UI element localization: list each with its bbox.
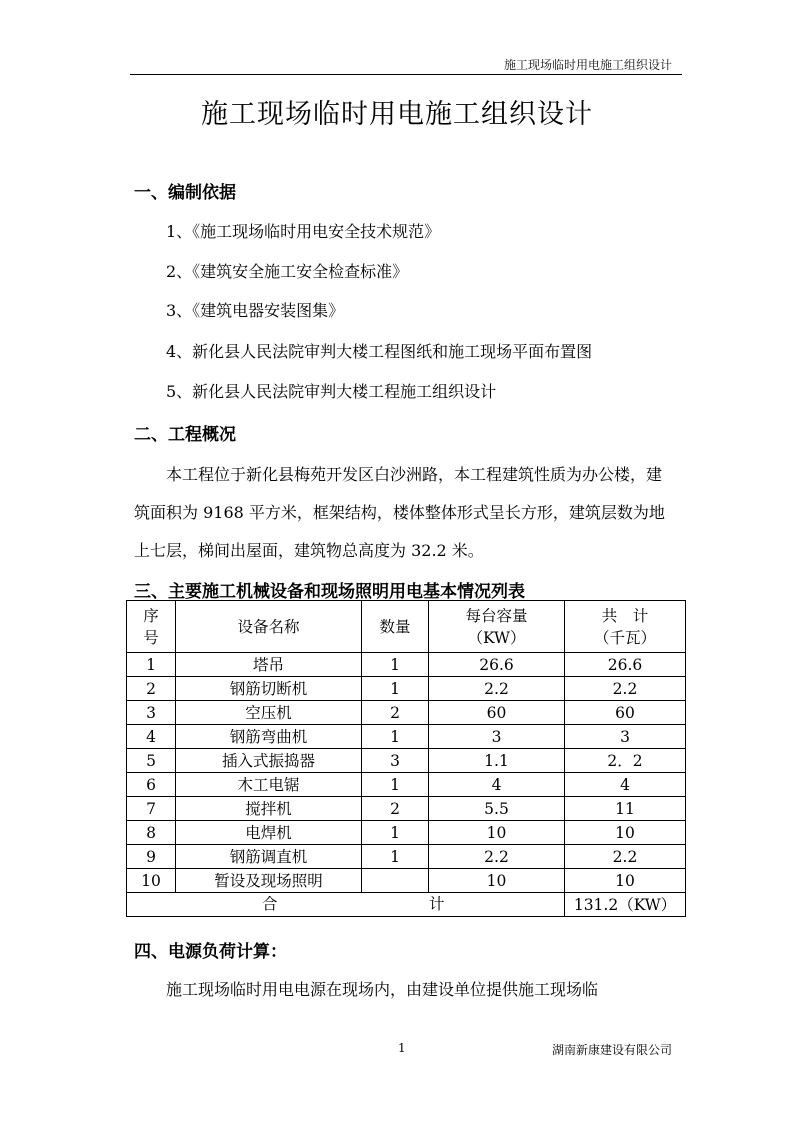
cell-name: 电焊机 bbox=[176, 821, 362, 845]
cell-seq: 6 bbox=[127, 773, 176, 797]
cell-seq: 8 bbox=[127, 821, 176, 845]
cell-capacity: 2.2 bbox=[429, 845, 565, 869]
table-row bbox=[127, 653, 686, 677]
cell-total: 2．2 bbox=[565, 749, 686, 773]
total-label-right: 计 bbox=[429, 895, 445, 913]
cell-qty: 1 bbox=[362, 725, 429, 749]
cell-qty: 2 bbox=[362, 701, 429, 725]
project-overview-paragraph: 本工程位于新化县梅苑开发区白沙洲路，本工程建筑性质为办公楼，建筑面积为 9168 平方米，框架结构，楼体整体形式呈长方形，建筑层数为地上七层，梯间出屋面，建筑物总高度为 32.2 米。 bbox=[134, 465, 665, 560]
reference-item: 2、《建筑安全施工安全检查标准》 bbox=[166, 262, 409, 281]
reference-item: 5、新化县人民法院审判大楼工程施工组织设计 bbox=[166, 382, 497, 401]
cell-name: 钢筋弯曲机 bbox=[176, 725, 362, 749]
cell-name: 插入式振捣器 bbox=[176, 749, 362, 773]
cell-capacity: 2.2 bbox=[429, 677, 565, 701]
cell-capacity: 3 bbox=[429, 725, 565, 749]
cell-total: 10 bbox=[565, 869, 686, 893]
cell-name: 钢筋切断机 bbox=[176, 677, 362, 701]
total-value-cell: 131.2（KW） bbox=[565, 893, 686, 917]
cell-qty: 1 bbox=[362, 773, 429, 797]
reference-item: 4、新化县人民法院审判大楼工程图纸和施工现场平面布置图 bbox=[166, 342, 593, 361]
cell-total: 4 bbox=[565, 773, 686, 797]
cell-capacity: 10 bbox=[429, 821, 565, 845]
cell-total: 2.2 bbox=[565, 677, 686, 701]
cell-qty: 2 bbox=[362, 797, 429, 821]
cell-total: 60 bbox=[565, 701, 686, 725]
cell-qty: 1 bbox=[362, 845, 429, 869]
total-label-cell bbox=[127, 893, 565, 917]
cell-total: 26.6 bbox=[565, 653, 686, 677]
load-calc-paragraph: 施工现场临时用电电源在现场内，由建设单位提供施工现场临 bbox=[166, 980, 599, 999]
cell-qty bbox=[362, 869, 429, 893]
table-row bbox=[127, 749, 686, 773]
reference-item: 1、《施工现场临时用电安全技术规范》 bbox=[166, 222, 441, 241]
table-row bbox=[127, 869, 686, 893]
cell-qty: 1 bbox=[362, 677, 429, 701]
cell-name: 搅拌机 bbox=[176, 797, 362, 821]
cell-seq: 5 bbox=[127, 749, 176, 773]
table-row bbox=[127, 701, 686, 725]
total-label-left: 合 bbox=[262, 895, 278, 913]
cell-seq: 7 bbox=[127, 797, 176, 821]
cell-name: 空压机 bbox=[176, 701, 362, 725]
cell-capacity: 1.1 bbox=[429, 749, 565, 773]
section-heading-load-calc: 四、电源负荷计算： bbox=[134, 942, 287, 962]
cell-seq: 2 bbox=[127, 677, 176, 701]
table-row bbox=[127, 677, 686, 701]
equipment-table bbox=[126, 600, 686, 917]
header-rule bbox=[130, 74, 682, 75]
section-heading-overview: 二、工程概况 bbox=[134, 425, 236, 445]
cell-qty: 1 bbox=[362, 653, 429, 677]
cell-capacity: 60 bbox=[429, 701, 565, 725]
cell-qty: 3 bbox=[362, 749, 429, 773]
reference-item: 3、《建筑电器安装图集》 bbox=[166, 301, 345, 320]
cell-capacity: 5.5 bbox=[429, 797, 565, 821]
section-heading-basis: 一、编制依据 bbox=[134, 183, 236, 203]
col-header-name: 设备名称 bbox=[176, 601, 362, 653]
col-header-capacity: 每台容量 （KW） bbox=[429, 601, 565, 653]
table-row bbox=[127, 821, 686, 845]
section-heading-equipment: 三、主要施工机械设备和现场照明用电基本情况列表 bbox=[134, 582, 525, 602]
table-row bbox=[127, 845, 686, 869]
cell-capacity: 4 bbox=[429, 773, 565, 797]
cell-total: 2.2 bbox=[565, 845, 686, 869]
cell-capacity: 26.6 bbox=[429, 653, 565, 677]
table-row bbox=[127, 725, 686, 749]
cell-qty: 1 bbox=[362, 821, 429, 845]
cell-total: 10 bbox=[565, 821, 686, 845]
cell-name: 钢筋调直机 bbox=[176, 845, 362, 869]
cell-name: 暂设及现场照明 bbox=[176, 869, 362, 893]
table-row bbox=[127, 797, 686, 821]
cell-seq: 1 bbox=[127, 653, 176, 677]
cell-name: 塔吊 bbox=[176, 653, 362, 677]
table-total-row bbox=[127, 893, 686, 917]
table-row bbox=[127, 773, 686, 797]
footer-company: 湖南新康建设有限公司 bbox=[551, 1043, 672, 1057]
table-header-row bbox=[127, 601, 686, 653]
page-title: 施工现场临时用电施工组织设计 bbox=[201, 99, 593, 130]
col-header-qty: 数量 bbox=[362, 601, 429, 653]
cell-total: 3 bbox=[565, 725, 686, 749]
cell-seq: 9 bbox=[127, 845, 176, 869]
cell-seq: 10 bbox=[127, 869, 176, 893]
cell-name: 木工电锯 bbox=[176, 773, 362, 797]
cell-seq: 4 bbox=[127, 725, 176, 749]
col-header-seq: 序 号 bbox=[127, 601, 176, 653]
page-number: 1 bbox=[398, 1041, 406, 1055]
cell-seq: 3 bbox=[127, 701, 176, 725]
running-header: 施工现场临时用电施工组织设计 bbox=[503, 58, 672, 72]
cell-total: 11 bbox=[565, 797, 686, 821]
col-header-total: 共 计 （千瓦） bbox=[565, 601, 686, 653]
cell-capacity: 10 bbox=[429, 869, 565, 893]
